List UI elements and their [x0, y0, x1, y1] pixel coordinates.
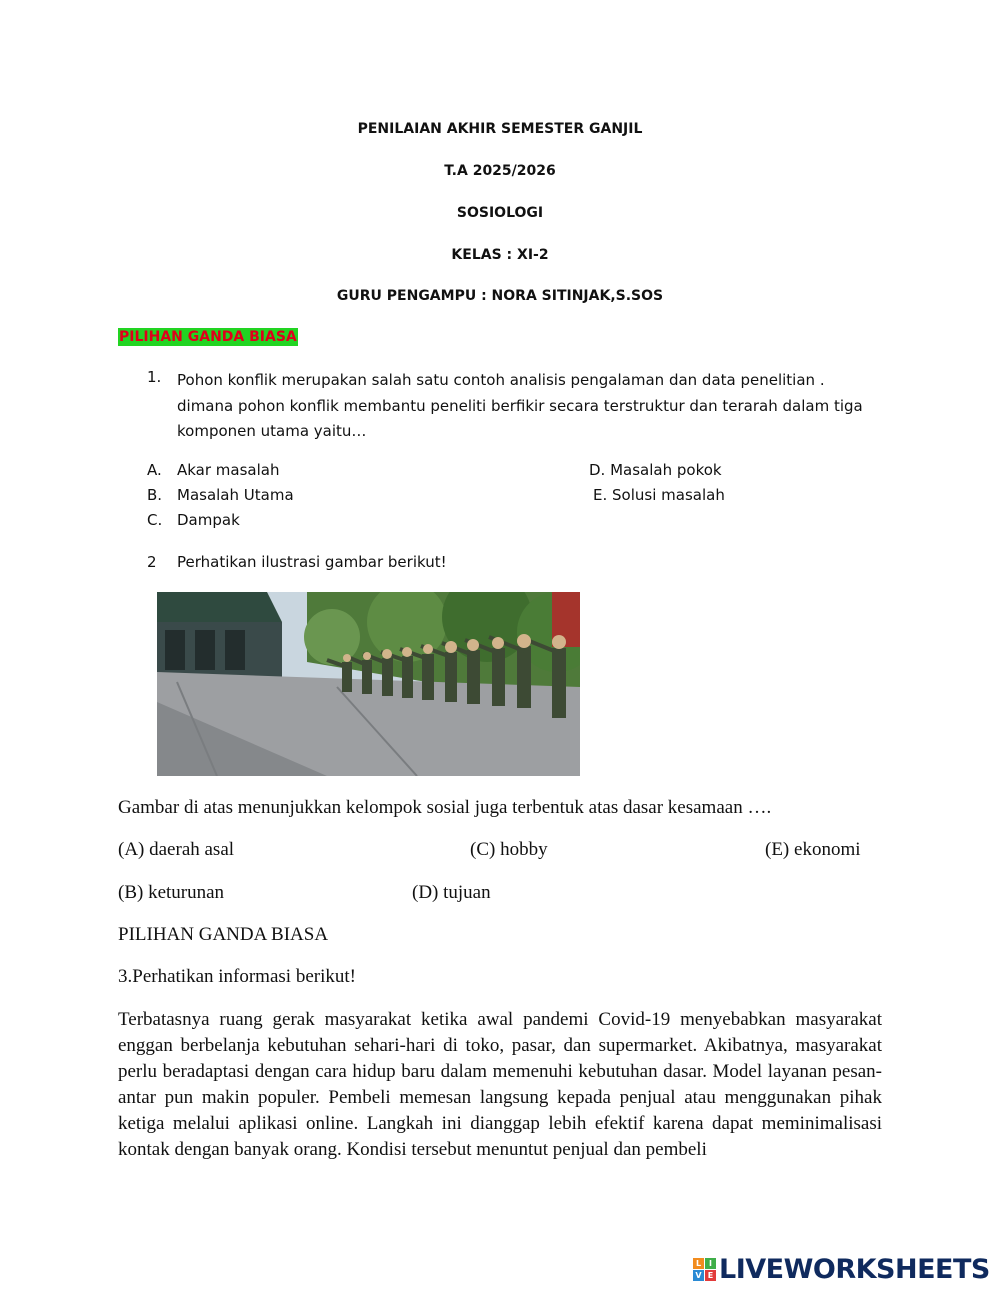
- title-line-3: SOSIOLOGI: [456, 205, 544, 221]
- q1-option-a[interactable]: Akar masalah: [177, 461, 280, 479]
- logo-square-l: L: [693, 1258, 704, 1269]
- q2-option-c[interactable]: (C) hobby: [470, 839, 548, 860]
- q1-option-d[interactable]: [589, 461, 722, 479]
- q2-option-d[interactable]: (D) tujuan: [412, 882, 491, 903]
- q1-option-a-letter: A.: [147, 461, 162, 479]
- q1-option-d-text: Masalah pokok: [610, 461, 722, 479]
- q1-option-c[interactable]: Dampak: [177, 511, 240, 529]
- q1-option-e-text: Solusi masalah: [612, 486, 725, 504]
- q1-text: Pohon konflik merupakan salah satu contoh analisis pengalaman dan data penelitian . dimana pohon konflik membantu peneliti berfikir secara terstruktur dan terarah dalam tiga komponen utama yaitu…: [177, 371, 863, 440]
- q2-number: 2: [147, 553, 157, 571]
- q1-option-b[interactable]: Masalah Utama: [177, 486, 294, 504]
- logo-icon: [693, 1258, 716, 1281]
- q1-option-b-letter: B.: [147, 486, 163, 504]
- q1-option-e-letter: E.: [593, 486, 608, 504]
- logo-square-i: I: [705, 1258, 716, 1269]
- section-label-text: PILIHAN GANDA BIASA: [119, 329, 297, 345]
- logo-square-e: E: [705, 1270, 716, 1281]
- q1-number: 1.: [147, 368, 162, 386]
- liveworksheets-logo[interactable]: [693, 1254, 990, 1285]
- title-line-1: PENILAIAN AKHIR SEMESTER GANJIL: [357, 121, 643, 137]
- q2-option-a[interactable]: (A) daerah asal: [118, 839, 235, 860]
- q2-prompt: Gambar di atas menunjukkan kelompok sosial juga terbentuk atas dasar kesamaan ….: [118, 797, 772, 818]
- title-line-2: T.A 2025/2026: [444, 163, 556, 179]
- q2-option-b[interactable]: (B) keturunan: [118, 882, 225, 903]
- logo-square-v: V: [693, 1270, 704, 1281]
- logo-text: LIVEWORKSHEETS: [719, 1254, 990, 1285]
- q1-option-d-letter: D.: [589, 461, 606, 479]
- q2-option-e[interactable]: (E) ekonomi: [765, 839, 861, 860]
- soldiers-photo-illustration: [157, 592, 580, 776]
- soldiers-photo: [157, 592, 580, 776]
- section-label-1: [118, 328, 298, 346]
- section-label-2: PILIHAN GANDA BIASA: [118, 924, 329, 945]
- q3-intro: 3.Perhatikan informasi berikut!: [118, 966, 356, 987]
- q1-option-c-letter: C.: [147, 511, 163, 529]
- q1-option-e[interactable]: [593, 486, 725, 504]
- q3-paragraph: Terbatasnya ruang gerak masyarakat ketika awal pandemi Covid-19 menyebabkan masyarakat enggan berbelanja kebutuhan sehari-hari di toko, pasar, dan supermarket. Akibatnya, masyarakat perlu beradaptasi dengan cara hidup baru dalam memenuhi kebutuhan dasar. Model layanan pesan-antar pun makin populer. Pembeli memesan langsung kepada penjual atau menggunakan pihak ketiga melalui aplikasi online. Langkah ini dianggap lebih efektif karena dapat meminimalisasi kontak dengan banyak orang. Kondisi tersebut menuntut penjual dan pembeli: [118, 1009, 882, 1160]
- title-line-5: GURU PENGAMPU : NORA SITINJAK,S.SOS: [336, 288, 664, 304]
- q2-text: Perhatikan ilustrasi gambar berikut!: [177, 553, 447, 571]
- title-line-4: KELAS : XI-2: [451, 247, 549, 263]
